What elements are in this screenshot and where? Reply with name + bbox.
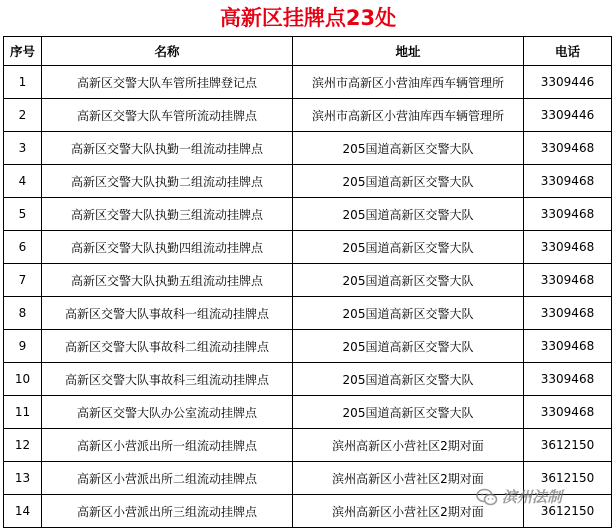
table-row bbox=[4, 231, 612, 264]
row-number-cell: 13 bbox=[4, 462, 42, 495]
table-row bbox=[4, 132, 612, 165]
row-phone-cell: 3612150 bbox=[524, 462, 612, 495]
row-address-cell: 205国道高新区交警大队 bbox=[293, 231, 524, 264]
row-phone-cell: 3309468 bbox=[524, 297, 612, 330]
row-name-cell: 高新区交警大队车管所挂牌登记点 bbox=[42, 66, 293, 99]
row-number-cell: 14 bbox=[4, 495, 42, 528]
row-number-cell: 4 bbox=[4, 165, 42, 198]
row-address-cell: 滨州市高新区小营油库西车辆管理所 bbox=[293, 66, 524, 99]
row-name-cell: 高新区小营派出所一组流动挂牌点 bbox=[42, 429, 293, 462]
row-address-cell: 滨州高新区小营社区2期对面 bbox=[293, 462, 524, 495]
table-header-row bbox=[4, 37, 612, 66]
column-header-address: 地址 bbox=[293, 37, 524, 66]
table-row bbox=[4, 165, 612, 198]
row-address-cell: 205国道高新区交警大队 bbox=[293, 396, 524, 429]
row-number-cell: 8 bbox=[4, 297, 42, 330]
row-address-cell: 滨州市高新区小营油库西车辆管理所 bbox=[293, 99, 524, 132]
row-phone-cell: 3309446 bbox=[524, 66, 612, 99]
table-row bbox=[4, 66, 612, 99]
row-phone-cell: 3309468 bbox=[524, 363, 612, 396]
row-address-cell: 205国道高新区交警大队 bbox=[293, 330, 524, 363]
wechat-icon bbox=[476, 488, 498, 506]
row-name-cell: 高新区小营派出所二组流动挂牌点 bbox=[42, 462, 293, 495]
row-number-cell: 5 bbox=[4, 198, 42, 231]
row-number-cell: 1 bbox=[4, 66, 42, 99]
row-name-cell: 高新区交警大队执勤三组流动挂牌点 bbox=[42, 198, 293, 231]
column-header-number: 序号 bbox=[4, 37, 42, 66]
row-phone-cell: 3309468 bbox=[524, 264, 612, 297]
row-address-cell: 205国道高新区交警大队 bbox=[293, 198, 524, 231]
table-row bbox=[4, 363, 612, 396]
table-row bbox=[4, 330, 612, 363]
row-name-cell: 高新区交警大队事故科二组流动挂牌点 bbox=[42, 330, 293, 363]
row-number-cell: 6 bbox=[4, 231, 42, 264]
table-row bbox=[4, 99, 612, 132]
row-name-cell: 高新区交警大队车管所流动挂牌点 bbox=[42, 99, 293, 132]
row-phone-cell: 3612150 bbox=[524, 495, 612, 528]
table-row bbox=[4, 396, 612, 429]
row-address-cell: 205国道高新区交警大队 bbox=[293, 165, 524, 198]
watermark-text: 滨州法制 bbox=[502, 488, 563, 506]
column-header-phone: 电话 bbox=[524, 37, 612, 66]
row-number-cell: 7 bbox=[4, 264, 42, 297]
row-name-cell: 高新区交警大队执勤一组流动挂牌点 bbox=[42, 132, 293, 165]
table-row bbox=[4, 198, 612, 231]
row-number-cell: 12 bbox=[4, 429, 42, 462]
row-phone-cell: 3309468 bbox=[524, 231, 612, 264]
row-address-cell: 205国道高新区交警大队 bbox=[293, 132, 524, 165]
row-phone-cell: 3309468 bbox=[524, 396, 612, 429]
registration-points-table bbox=[3, 36, 612, 528]
table-row bbox=[4, 297, 612, 330]
row-address-cell: 滨州高新区小营社区2期对面 bbox=[293, 495, 524, 528]
row-name-cell: 高新区交警大队执勤四组流动挂牌点 bbox=[42, 231, 293, 264]
row-phone-cell: 3309446 bbox=[524, 99, 612, 132]
row-number-cell: 2 bbox=[4, 99, 42, 132]
row-name-cell: 高新区小营派出所三组流动挂牌点 bbox=[42, 495, 293, 528]
row-address-cell: 205国道高新区交警大队 bbox=[293, 363, 524, 396]
row-number-cell: 10 bbox=[4, 363, 42, 396]
row-phone-cell: 3309468 bbox=[524, 165, 612, 198]
table-body bbox=[4, 66, 612, 528]
row-name-cell: 高新区交警大队执勤二组流动挂牌点 bbox=[42, 165, 293, 198]
row-phone-cell: 3309468 bbox=[524, 330, 612, 363]
table-row bbox=[4, 264, 612, 297]
watermark bbox=[476, 486, 562, 507]
row-address-cell: 205国道高新区交警大队 bbox=[293, 297, 524, 330]
column-header-name: 名称 bbox=[42, 37, 293, 66]
row-number-cell: 3 bbox=[4, 132, 42, 165]
row-phone-cell: 3612150 bbox=[524, 429, 612, 462]
row-address-cell: 205国道高新区交警大队 bbox=[293, 264, 524, 297]
page-title: 高新区挂牌点23处 bbox=[219, 6, 397, 30]
row-number-cell: 9 bbox=[4, 330, 42, 363]
row-name-cell: 高新区交警大队事故科三组流动挂牌点 bbox=[42, 363, 293, 396]
row-phone-cell: 3309468 bbox=[524, 132, 612, 165]
row-name-cell: 高新区交警大队事故科一组流动挂牌点 bbox=[42, 297, 293, 330]
row-number-cell: 11 bbox=[4, 396, 42, 429]
row-name-cell: 高新区交警大队执勤五组流动挂牌点 bbox=[42, 264, 293, 297]
row-address-cell: 滨州高新区小营社区2期对面 bbox=[293, 429, 524, 462]
row-phone-cell: 3309468 bbox=[524, 198, 612, 231]
row-name-cell: 高新区交警大队办公室流动挂牌点 bbox=[42, 396, 293, 429]
table-row bbox=[4, 429, 612, 462]
